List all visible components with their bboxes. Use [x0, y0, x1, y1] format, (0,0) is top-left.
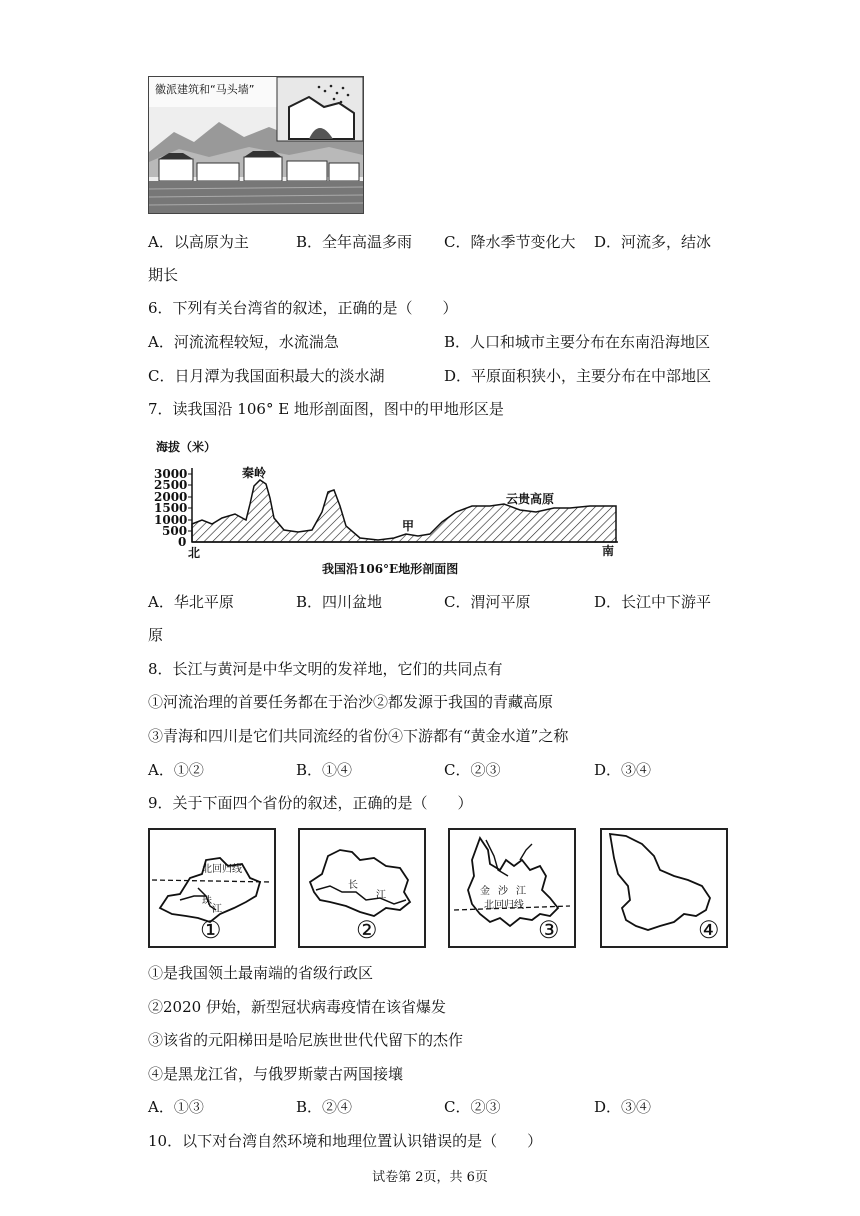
q8-option-c: C．②③	[444, 761, 501, 779]
province-map-2	[298, 828, 426, 948]
profile-label-jia: 甲	[402, 519, 415, 533]
q9-statement-4: ④是黑龙江省，与俄罗斯蒙古两国接壤	[148, 1065, 404, 1083]
map2-river-label-2: 江	[376, 890, 386, 901]
profile-label-yungui-plateau: 云贵高原	[506, 492, 555, 506]
q10-stem: 10．以下对台湾自然环境和地理位置认识错误的是（ ）	[148, 1132, 543, 1150]
q9-option-d: D．③④	[594, 1098, 652, 1116]
map1-number: ①	[200, 916, 222, 944]
profile-title: 我国沿106°E地形剖面图	[322, 562, 459, 576]
q6-option-a: A．河流流程较短，水流湍急	[148, 333, 339, 351]
huizhou-architecture-photo	[148, 76, 364, 214]
q7-option-b: B．四川盆地	[296, 593, 383, 611]
map3-tropic-label: 北回归线	[484, 900, 524, 911]
q8-stem: 8．长江与黄河是中华文明的发祥地，它们的共同点有	[148, 660, 503, 678]
q6-option-b: B．人口和城市主要分布在东南沿海地区	[444, 333, 711, 351]
profile-ytick-500: 500	[162, 524, 188, 538]
profile-label-qinling: 秦岭	[242, 466, 267, 480]
q6-option-c: C．日月潭为我国面积最大的淡水湖	[148, 367, 385, 385]
map3-river-label-2: 沙	[498, 886, 508, 897]
q9-stem: 9．关于下面四个省份的叙述，正确的是（ ）	[148, 794, 473, 812]
q7-option-d-continued: 原	[148, 626, 164, 644]
q7-option-c: C．渭河平原	[444, 593, 531, 611]
province-map-1	[148, 828, 276, 948]
profile-ytick-3000: 3000	[154, 467, 188, 481]
map1-river-label-2: 江	[212, 904, 222, 915]
province-map-3	[448, 828, 576, 948]
profile-ytick-1500: 1500	[154, 501, 188, 515]
profile-ytick-0: 0	[178, 535, 187, 549]
profile-label-north: 北	[188, 546, 201, 560]
q7-stem: 7．读我国沿 106° E 地形剖面图，图中的甲地形区是	[148, 400, 504, 418]
q6-stem: 6．下列有关台湾省的叙述，正确的是（ ）	[148, 299, 458, 317]
q5-option-b: B．全年高温多雨	[296, 233, 413, 251]
q8-statement-3-4: ③青海和四川是它们共同流经的省份④下游都有“黄金水道”之称	[148, 727, 569, 745]
q5-option-c: C．降水季节变化大	[444, 233, 576, 251]
map2-number: ②	[356, 916, 378, 944]
map3-number: ③	[538, 916, 560, 944]
terrain-profile-figure	[150, 434, 630, 584]
map3-river-label-3: 江	[516, 886, 526, 897]
map3-river-label-1: 金	[480, 886, 490, 897]
q5-option-d: D．河流多，结冰	[594, 233, 712, 251]
q5-option-a: A．以高原为主	[148, 233, 249, 251]
profile-ytick-2000: 2000	[154, 490, 188, 504]
q9-option-a: A．①③	[148, 1098, 204, 1116]
photo-caption: 徽派建筑和“马头墙”	[155, 83, 255, 96]
profile-label-south: 南	[602, 544, 615, 558]
q7-option-a: A．华北平原	[148, 593, 234, 611]
q6-option-d: D．平原面积狭小，主要分布在中部地区	[444, 367, 712, 385]
q9-statement-3: ③该省的元阳梯田是哈尼族世世代代留下的杰作	[148, 1031, 464, 1049]
map4-number: ④	[698, 916, 720, 944]
profile-y-label: 海拔（米）	[156, 440, 217, 454]
q9-option-c: C．②③	[444, 1098, 501, 1116]
profile-ytick-1000: 1000	[154, 513, 188, 527]
map1-river-label-1: 珠	[202, 896, 212, 907]
map2-river-label-1: 长	[348, 880, 358, 891]
page-footer: 试卷第 2页，共 6页	[372, 1170, 488, 1185]
q9-statement-1: ①是我国领土最南端的省级行政区	[148, 964, 374, 982]
q8-option-b: B．①④	[296, 761, 353, 779]
photo-illustration	[149, 77, 363, 213]
q5-option-d-continued: 期长	[148, 266, 179, 284]
map1-tropic-label: 北回归线	[202, 864, 242, 875]
q9-statement-2: ②2020 伊始，新型冠状病毒疫情在该省爆发	[148, 998, 446, 1016]
q8-statement-1-2: ①河流治理的首要任务都在于治沙②都发源于我国的青藏高原	[148, 693, 554, 711]
q7-option-d: D．长江中下游平	[594, 593, 712, 611]
province-map-4	[600, 828, 728, 948]
q8-option-d: D．③④	[594, 761, 652, 779]
q8-option-a: A．①②	[148, 761, 204, 779]
profile-ytick-2500: 2500	[154, 478, 188, 492]
q9-option-b: B．②④	[296, 1098, 353, 1116]
